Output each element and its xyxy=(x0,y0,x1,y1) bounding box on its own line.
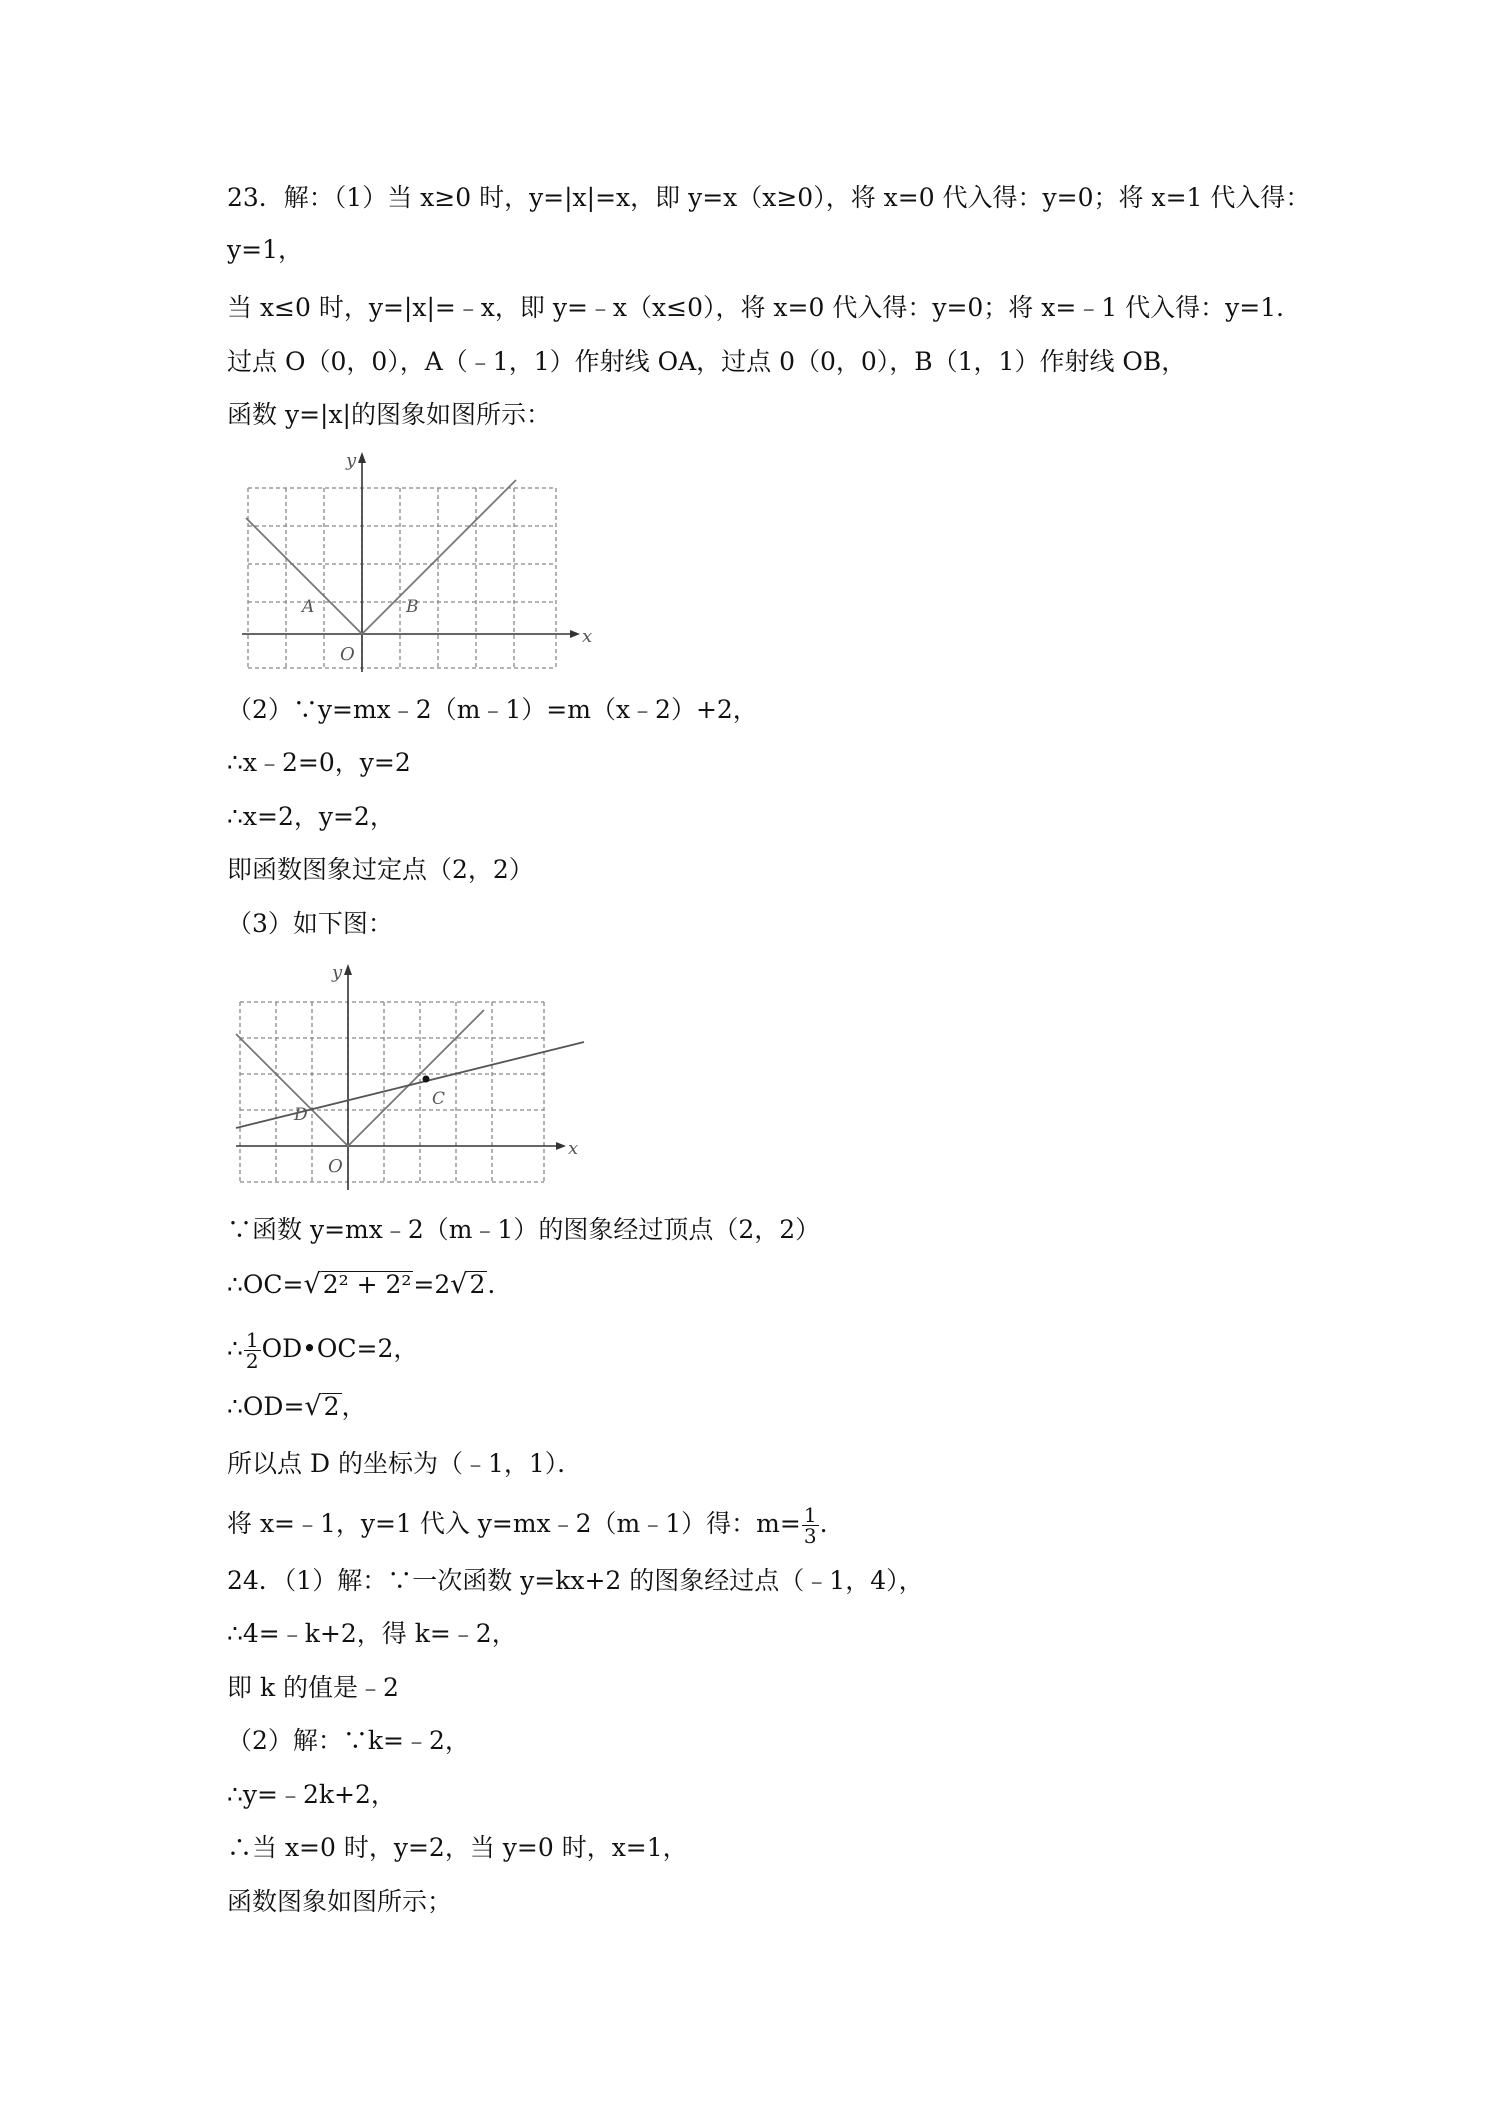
q24-line-2: ∴4=﹣k+2，得 k=﹣2， xyxy=(227,1619,517,1648)
q24-line-1: 24．（1）解：∵一次函数 y=kx+2 的图象经过点（﹣1，4）， xyxy=(227,1566,924,1595)
part3-line-7 xyxy=(227,1505,828,1546)
x-axis-arrow xyxy=(556,1142,566,1150)
od-prefix: ∴OD= xyxy=(227,1392,305,1421)
radicand-od: 2 xyxy=(323,1392,340,1421)
label-y: y xyxy=(346,450,357,471)
part3-line-3 xyxy=(227,1268,495,1302)
sqrt-two-od: √2 xyxy=(304,1391,340,1422)
label-y: y xyxy=(332,962,343,983)
label-o: O xyxy=(340,644,355,665)
part3-line-2: ∵函数 y=mx﹣2（m﹣1）的图象经过顶点（2，2） xyxy=(227,1215,821,1244)
oc-end: . xyxy=(487,1270,496,1299)
frac-den: 3 xyxy=(803,1524,817,1548)
part3-line-4 xyxy=(227,1330,418,1371)
part3-line-1: （3）如下图： xyxy=(227,909,393,938)
y-axis-arrow xyxy=(344,964,352,975)
q23-line-5: 函数 y=|x|的图象如图所示： xyxy=(227,400,551,429)
q24-line-6: ∴当 x=0 时，y=2，当 y=0 时，x=1， xyxy=(227,1833,688,1862)
od-oc-eq: OD•OC=2， xyxy=(261,1334,419,1363)
y-axis-arrow xyxy=(358,452,366,463)
q23-line-2: y=1， xyxy=(227,235,303,264)
fraction-half xyxy=(244,1330,261,1371)
part2-line-4: 即函数图象过定点（2，2） xyxy=(227,855,534,884)
q24-line-5: ∴y=﹣2k+2， xyxy=(227,1780,396,1809)
graph-abs-x xyxy=(236,1010,484,1146)
radicand: 2² + 2² xyxy=(322,1270,412,1299)
q23-line-3: 当 x≤0 时，y=|x|=﹣x，即 y=﹣x（x≤0），将 x=0 代入得：y=0；将 x=﹣1 代入得：y=1． xyxy=(227,293,1302,322)
fraction-third xyxy=(802,1505,819,1546)
q24-line-4: （2）解：∵k=﹣2， xyxy=(227,1726,470,1755)
substitute-text: 将 x=﹣1，y=1 代入 y=mx﹣2（m﹣1）得：m= xyxy=(227,1509,801,1538)
oc-mid: =2 xyxy=(413,1270,451,1299)
q24-line-7: 函数图象如图所示； xyxy=(227,1887,453,1916)
part2-line-3: ∴x=2，y=2， xyxy=(227,802,395,831)
part2-line-1: （2）∵y=mx﹣2（m﹣1）=m（x﹣2）+2， xyxy=(227,695,758,724)
figure-abs-graph xyxy=(236,448,593,672)
radicand-two: 2 xyxy=(469,1270,486,1299)
label-b: B xyxy=(406,597,419,617)
frac-den: 2 xyxy=(245,1349,259,1373)
figure-line-intersection xyxy=(232,958,592,1194)
q23-line-1: 23．解：（1）当 x≥0 时，y=|x|=x，即 y=x（x≥0），将 x=0 代入得：y=0；将 x=1 代入得： xyxy=(227,183,1311,212)
x-axis-arrow xyxy=(570,630,580,638)
sqrt-expression: √2² + 2² xyxy=(303,1269,412,1300)
frac-num: 1 xyxy=(803,1503,817,1527)
label-o: O xyxy=(328,1156,343,1177)
label-x: x xyxy=(582,626,593,647)
part2-line-2: ∴x﹣2=0，y=2 xyxy=(227,748,411,777)
sqrt-two: √2 xyxy=(450,1269,486,1300)
label-x: x xyxy=(568,1138,579,1159)
oc-prefix: ∴OC= xyxy=(227,1270,304,1299)
q23-line-4: 过点 O（0，0），A（﹣1，1）作射线 OA，过点 0（0，0），B（1，1）作射线 OB， xyxy=(227,347,1187,376)
part3-line-5 xyxy=(227,1390,367,1424)
label-d: D xyxy=(294,1105,308,1125)
therefore-sign: ∴ xyxy=(227,1334,243,1363)
part3-line-6: 所以点 D 的坐标为（﹣1，1）． xyxy=(227,1449,583,1478)
label-c: C xyxy=(432,1089,446,1109)
od-end: ， xyxy=(341,1392,367,1421)
label-a: A xyxy=(302,597,315,617)
m-end: . xyxy=(819,1509,828,1538)
point-c xyxy=(423,1076,430,1083)
q24-line-3: 即 k 的值是﹣2 xyxy=(227,1673,399,1702)
frac-num: 1 xyxy=(245,1328,259,1352)
